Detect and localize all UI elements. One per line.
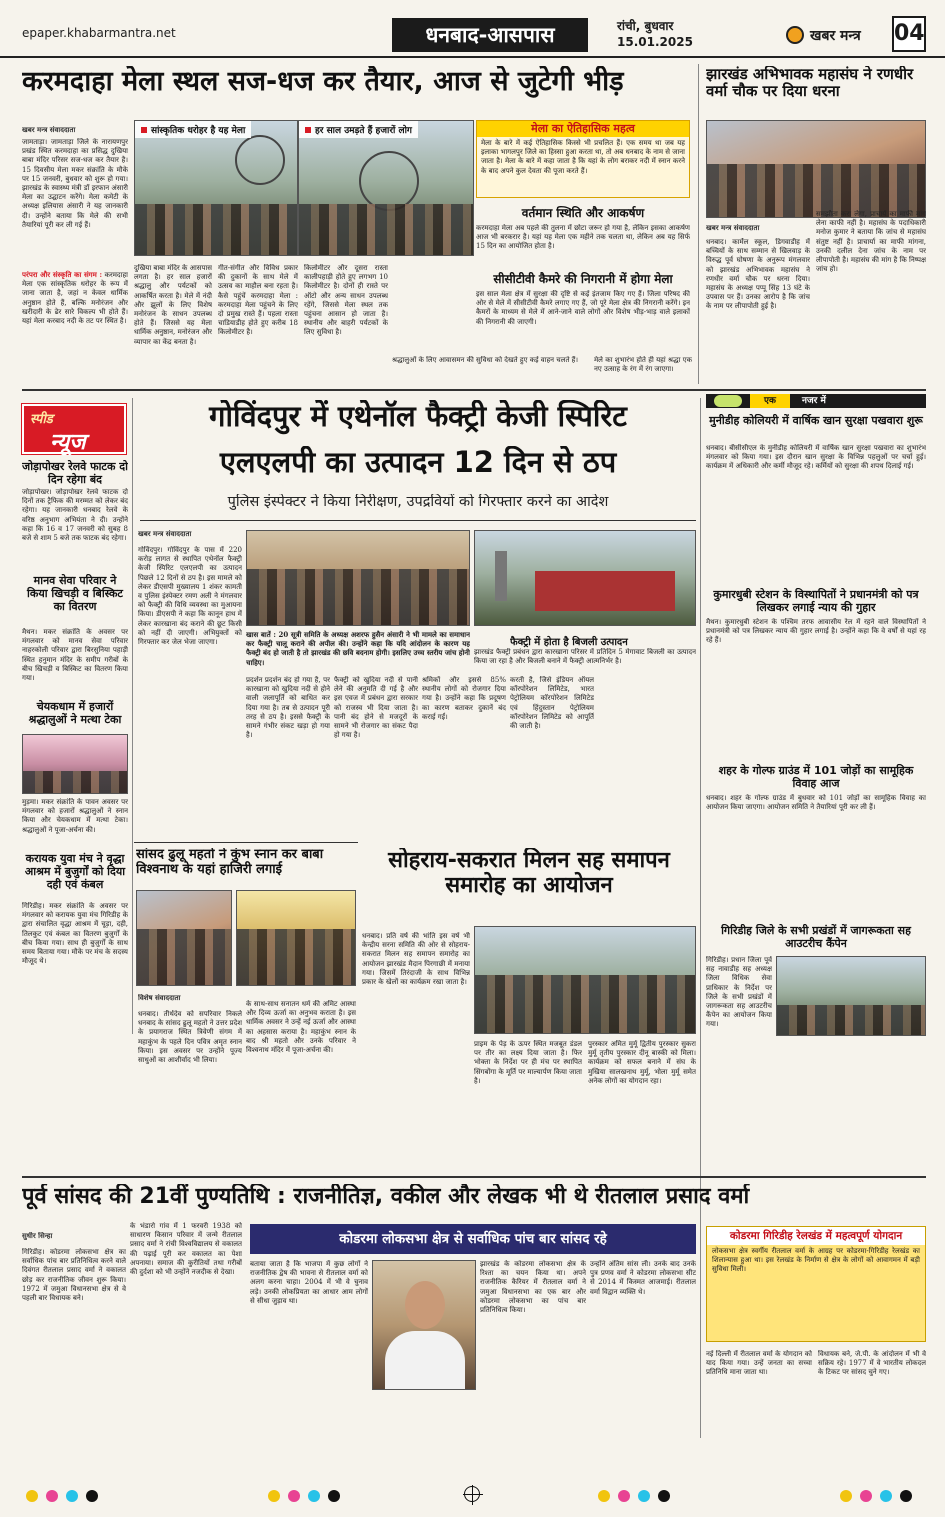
- color-dot: [26, 1490, 38, 1502]
- ferris-wheel-icon: [235, 135, 285, 185]
- color-dot: [638, 1490, 650, 1502]
- leaf-icon: [714, 395, 742, 407]
- top-headline: करमदाहा मेला स्थल सज-धज कर तैयार, आज से जुटेगी भीड़: [22, 66, 624, 97]
- n4-head: गिरिडीह जिले के सभी प्रखंडों में जागरूकता सह आउटरीच कैंपेन: [721, 924, 911, 951]
- gb-col1: गिरिडीह। कोडरमा लोकसभा क्षेत्र का सर्वाधिक पांच बार प्रतिनिधित्व करने वाले दिवंगत रीतलाल प्रसाद वर्मा ने वकालत छोड़ कर राजनीतिक जीवन शुरू किया। 1972 में जमुआ विधानसभा क्षेत्र से वे पहली बार विधायक बने।: [22, 1248, 126, 1303]
- cctv-tail2: मेले का शुभारंभ होते ही यहां श्रद्धा एक नए उत्साह के रंग में रंग जाएगा।: [594, 356, 692, 374]
- bottom-byline: सुधीर सिन्हा: [22, 1232, 53, 1240]
- column-divider: [700, 398, 701, 1438]
- lead-col5: करती है, जिसे इंडियन ऑयल कॉरपोरेशन लिमिटेड, भारत पेट्रोलियम कॉरपोरेशन लिमिटेड एवं हिंदुस्तान पेट्रोलियम कॉरपोरेशन लिमिटेड को आपूर्ति की जाती है।: [510, 676, 594, 731]
- color-dot: [66, 1490, 78, 1502]
- masthead: [0, 0, 945, 58]
- portrait-face-icon: [405, 1281, 445, 1329]
- brief1-head: जोड़ापोखर रेलवे फाटक दो दिन रहेगा बंद: [22, 460, 128, 487]
- brief4-head: करायक युवा मंच ने वृद्धा आश्रम में बुजुर्गों को दिया दही एवं कंबल: [24, 852, 126, 892]
- gb-col4: झारखंड के कोडरमा लोकसभा क्षेत्र के रिश्ता का चयन किया था। अपने राजनीतिक कैरियर में रीतलाल वर्मा ने जमुआ विधानसभा का एक बार और कोडरमा लोकसभा का पांच बार प्रतिनिधित्व किया।: [480, 1260, 586, 1315]
- kgr-box-text: लोकसभा क्षेत्र स्वर्गीय रीतलाल वर्मा के आग्रह पर कोडरमा-गिरिडीह रेलखंड का शिलान्यास हुआ था। इस रेलखंड के निर्माण से क्षेत्र के लोगों को आवागमन में बड़ी सुविधा मिली।: [712, 1247, 920, 1274]
- color-dot: [46, 1490, 58, 1502]
- photo-caption: हर साल उमड़ते हैं हजारों लोग: [299, 121, 418, 138]
- lead-col2: प्रदर्शन प्रदर्शन बंद हो गया है, पर कारखाना को खुदिया नदी से होने वाली जलापूर्ति को बाधित कर दिया गया है। तब से उत्पादन पूरी तरह से ठप है। इससे फैक्ट्री के सामने गंभीर संकट खड़ा हो गया है।: [246, 676, 330, 740]
- cctv-head: सीसीटीवी कैमरे की निगरानी में होगा मेला: [493, 272, 673, 286]
- brand-name: खबर मन्त्र: [810, 27, 861, 44]
- kgr-box: [706, 1226, 926, 1342]
- brief3-photo: [22, 734, 128, 794]
- color-dot: [860, 1490, 872, 1502]
- page-number: 04: [892, 16, 926, 52]
- vartaman-head: वर्तमान स्थिति और आकर्षण: [521, 206, 645, 220]
- brand-mark-icon: [786, 26, 804, 44]
- brief2-text: मैथन। मकर संक्रांति के अवसर पर मंगलवार को मानव सेवा परिवार नाहरकोली परिवार द्वारा बिरसुनिया पहाड़ी स्थित हनुमान मंदिर के समीप गरीबों के बीच खिचड़ी व बिस्किट का वितरण किया गया।: [22, 628, 128, 683]
- portrait-body-icon: [385, 1331, 465, 1390]
- people-band: [247, 569, 469, 625]
- n2-text: मैथन। कुमारधुबी स्टेशन के पश्चिम तरफ आवासीय रेल में रहने वाले विस्थापितों ने प्रधानमंत्री को पत्र लिखकर न्याय की गुहार लगाई है। उन्होंने कहा कि वे वर्षों से यहां रह रहे हैं।: [706, 618, 926, 645]
- color-dot: [900, 1490, 912, 1502]
- color-dot: [880, 1490, 892, 1502]
- section-rule: [22, 389, 926, 391]
- color-dot: [268, 1490, 280, 1502]
- lead-col3: फैक्ट्री को खुदिया नदी से पानी लेने की अनुमति दी गई है और इस एवज में प्रबंधन द्वारा सरकार को राजस्व भी दिया जाता है। पानी बंद होने से मजदूरों के सामने भी रोजगार का संकट पैदा हो गया है।: [334, 676, 418, 740]
- aastha-text: करमदाहा मेला एक सांस्कृतिक धरोहर के रूप में जाना जाता है, जहां न केवल धार्मिक अनुष्ठान होते हैं, बल्कि मनोरंजन और खरीदारी के ढेर सारे विकल्प भी होते हैं। यहां मेला करबाद नदी के तट पर स्थित है।: [22, 271, 128, 326]
- najar-ek: एक: [750, 394, 790, 408]
- speed-news-badge: [22, 404, 126, 454]
- factory-photo-label: फैक्ट्री में होता है बिजली उत्पादन: [510, 637, 628, 648]
- badge-bottom: न्यूज: [50, 430, 86, 455]
- top-body-col2: दुखिया बाबा मंदिर के आसपास लगता है। हर साल हजारों श्रद्धालु और पर्यटकों को आकर्षित करता है। मेले में नंदी और झूलों के लिए विशेष मनोरंजन के साधन उपलब्ध होते हैं। जिससे यह मेला धार्मिक अनुष्ठान, मनोरंजन और व्यापार का केंद्र बनता है।: [134, 264, 212, 346]
- people-band: [23, 771, 127, 793]
- registration-mark-icon: [464, 1486, 480, 1502]
- gb-col6: नई दिल्ली में रीतलाल वर्मा के योगदान को याद किया गया। उन्हें जनता का सच्चा प्रतिनिधि माना जाता था।: [706, 1350, 812, 1377]
- sohray-photo: [474, 926, 696, 1034]
- right-byline: खबर मन्त्र संवाददाता: [706, 224, 760, 232]
- n1-text: धनबाद। बीसीसीएल के मुनीडीह कोलियरी में वार्षिक खान सुरक्षा पखवारा का शुभारंभ मंगलवार को किया गया। इस दौरान खान सुरक्षा के विभिन्न पहलुओं पर चर्चा हुई। कार्यक्रम में अधिकारी और कर्मी मौजूद रहे। कर्मियों को सुरक्षा की शपथ दिलाई गई।: [706, 444, 926, 471]
- saansad-byline: विशेष संवाददाता: [138, 994, 181, 1002]
- mela-history-head: मेला का ऐतिहासिक महत्व: [477, 121, 689, 137]
- top-body-col3: गीत-संगीत और विविध प्रकार की दुकानों के साथ मेले में उत्सव का माहौल बना रहता है। कैसे पहुंचें करमदाहा मेला : करमदाहा मेला पहुंचने के लिए दो प्रमुख रास्ते हैं। पहला रास्ता चाडियाडीह होते हुए करीब 18 किलोमीटर है।: [218, 264, 298, 337]
- top-aastha-box: [22, 270, 128, 378]
- cctv-tail: श्रद्धालुओं के लिए आवासमन की सुविधा को देखते हुए कई वाहन चलते हैं।: [392, 356, 579, 364]
- color-dot: [288, 1490, 300, 1502]
- right-col1: धनबाद। कार्मेल स्कूल, डिगवाडीह में बच्चियों के साथ सम्मान से खिलवाड़ के विरुद्ध पूर्व घोषणा के अनुरूप मंगलवार को झारखंड अभिभावक महासंघ ने रणधीर वर्मा चौक पर धरना दिया। महासंघ के अध्यक्ष पप्पू सिंह 13 घंटे के उपवास पर हैं। उनका आरोप है कि जांच के नाम पर लीपापोती हुई है।: [706, 238, 810, 311]
- lead-headline-line1: गोविंदपुर में एथेनॉल फैक्ट्री केजी स्पिरिट: [209, 400, 627, 433]
- city-day: रांची, बुधवार: [617, 19, 674, 33]
- kodarma-banner: कोडरमा लोकसभा क्षेत्र से सर्वाधिक पांच बार सांसद रहे: [250, 1224, 696, 1254]
- sohray-col3: पुरस्कार अमित मुर्मू द्वितीय पुरस्कार सुकरा मुर्मू तृतीय पुरस्कार दीनू बास्की को मिला। कार्यक्रम को सफल बनाने में संघ के मुखिया सालखनाथ मुर्मू, भोला मुर्मू समेत अनेक लोगों का योगदान रहा।: [588, 1040, 696, 1085]
- epaper-url[interactable]: epaper.khabarmantra.net: [22, 26, 176, 40]
- color-dot: [618, 1490, 630, 1502]
- saansad-col1: धनबाद। तीर्थदेव को सपरिवार निकले धनबाद के सांसद ढुलू महतो ने उत्तर प्रदेश के प्रयागराज स्थित त्रिवेणी संगम में महाकुंभ के पहले दिन पवित्र अमृत स्नान किया। इस अवसर पर उन्होंने पूज्य साधुओं का आशीर्वाद भी लिया।: [138, 1010, 242, 1065]
- crowd-band: [135, 204, 297, 255]
- brief3-text: मुड़मा। मकर संक्रांति के पावन अवसर पर मंगलवार को हजारों श्रद्धालुओं ने स्नान किया और चेयकधाम में मत्था टेका। श्रद्धालुओं ने पूजा-अर्चना की।: [22, 798, 128, 834]
- n3-head: शहर के गोल्फ ग्राउंड में 101 जोड़ों का सामूहिक विवाह आज: [718, 764, 914, 791]
- top-body-col1: जामताड़ा। जामताड़ा जिले के नारायणपुर प्रखंड स्थित करमदाहा का प्रसिद्ध दुखिया बाबा मंदिर परिसर सज-धज कर तैयार है। 15 दिवसीय मेला मकर संक्रांति के मौके पर 15 जनवरी, बुधवार को शुरू हो गया। झारखंड के स्वास्थ्य मंत्री डॉ इरफान अंसारी मेला का उद्घाटन करेंगे। मेला कमेटी के अध्यक्ष इलियास अंसारी ने यह जानकारी दी। उन्होंने बताया कि मेले की सभी तैयारियां पूरी कर ली गई हैं।: [22, 138, 128, 229]
- gb-col5: उन्होंने अंतिम सांस ली। उनके बाद उनके पुत्र प्रणव वर्मा ने कोडरमा लोकसभा सीट से 2014 में किस्मत आजमाई। रीतलाल वर्मा विद्वान व्यक्ति थे।: [590, 1260, 696, 1296]
- dharna-photo: [706, 120, 926, 218]
- lead-headline-line2: एलएलपी का उत्पादन 12 दिन से ठप: [219, 446, 617, 479]
- lead-photo-inspection: [246, 530, 470, 626]
- lead-byline: खबर मन्त्र संवाददाता: [138, 530, 192, 538]
- people-band: [237, 929, 355, 985]
- lead-rule: [140, 520, 696, 521]
- dateline: [617, 18, 693, 50]
- color-dot: [328, 1490, 340, 1502]
- saansad-head: सांसद ढुलू महतो ने कुंभ स्नान कर बाबा विश्वनाथ के यहां हाजिरी लगाई: [136, 848, 324, 877]
- brand-logo: [786, 22, 861, 48]
- crowd-band: [299, 204, 473, 255]
- n3-text: धनबाद। शहर के गोल्फ ग्राउंड में बुधवार को 101 जोड़ों का सामूहिक विवाह का आयोजन किया जाएगा। आयोजन समिति ने तैयारियां पूरी कर ली हैं।: [706, 794, 926, 812]
- color-dot: [658, 1490, 670, 1502]
- factory-building-icon: [535, 571, 675, 611]
- lead-col1: गोविंदपुर। गोविंदपुर के पास में 220 करोड़ लागत से स्थापित एथेनॉल फैक्ट्री केजी स्पिरिट एलएलपी का उत्पादन पिछले 12 दिनों से ठप है। इस मामले को लेकर डीएसपी मुख्यालय 1 शंकर कामती व पुलिस इंस्पेक्टर रमण अली ने मंगलवार को फैक्ट्री की विधि व्यवस्था का मुआयना किया। डीएसपी ने कहा कि कानून हाथ में लेकर कारखाना बंद कराने की छूट किसी को नहीं दी जाएगी। अभियुक्तों को गिरफ्तार कर जेल भेजा जाएगा।: [138, 546, 242, 647]
- sohray-col2: प्राइम के पेड़ के ऊपर स्थित मजबूत डंडल पर तीर का लक्ष्य दिया जाता है। फिर भोक्ता के निर्देश पर ही मंच पर स्थापित सिंगबोंगा के मूर्ति पर माल्यार्पण किया जाता है।: [474, 1040, 582, 1085]
- bottom-headline: पूर्व सांसद की 21वीं पुण्यतिथि : राजनीतिज्ञ, वकील और लेखक भी थे रीतलाल प्रसाद वर्मा: [22, 1184, 750, 1209]
- section-rule: [22, 1176, 926, 1178]
- people-band: [777, 1005, 925, 1035]
- section-title: धनबाद-आसपास: [392, 18, 588, 52]
- n4-text: गिरिडीह। प्रधान जिला पूर्व सह नावाडीह सह अध्यक्ष जिला विधिक सेवा प्राधिकार के निर्देश पर जिले के सभी प्रखंडों में जागरूकता सह आउटरीच कैंपेन का आयोजन किया गया।: [706, 956, 772, 1029]
- brief4-text: गिरिडीह। मकर संक्रांति के अवसर पर मंगलवार को करायक युवा मंच गिरिडीह के द्वारा संचालित वृद्धा आश्रम में चूड़ा, दही, तिलकुट एवं कंबल का वितरण बुजुर्गों के बीच किया गया। साथ ही बुजुर्गों के साथ समय बिताया गया। मौके पर मंच के सदस्य मौजूद थे।: [22, 902, 128, 966]
- issue-date: 15.01.2025: [617, 35, 693, 49]
- top-byline: खबर मन्त्र संवाददाता: [22, 126, 76, 134]
- story-rule: [134, 842, 358, 843]
- column-divider: [132, 398, 133, 1034]
- lead-subhead: पुलिस इंस्पेक्टर ने किया निरीक्षण, उपद्रवियों को गिरफ्तार करने का आदेश: [227, 494, 609, 510]
- badge-top: स्पीड: [30, 412, 53, 427]
- ek-najar-bar: [706, 394, 926, 408]
- ferris-wheel-icon: [359, 151, 419, 211]
- gb-col2: के भंडारो गांव में 1 फरवरी 1938 को साधारण किसान परिवार में जन्मे रीतलाल प्रसाद वर्मा ने रांची विश्वविद्यालय से वकालत की पढ़ाई पूरी कर वकालत का पेशा अपनाया। समाज की कुरीतियों तथा गरीबों की दुर्दशा को भी उन्होंने नजदीक से देखा।: [130, 1222, 242, 1277]
- n1-head: मुनीडीह कोलियरी में वार्षिक खान सुरक्षा पखवारा शुरू: [709, 414, 923, 427]
- n2-head: कुमारधुबी स्टेशन के विस्थापितों ने प्रधानमंत्री को पत्र लिखकर लगाई न्याय की गुहार: [713, 588, 919, 615]
- color-dot: [598, 1490, 610, 1502]
- mela-photo-1: [134, 120, 298, 256]
- column-divider: [698, 64, 699, 384]
- photo-caption: सांस्कृतिक धरोहर है यह मेला: [135, 121, 251, 138]
- kgr-box-head: कोडरमा गिरिडीह रेलखंड में महत्वपूर्ण योगदान: [707, 1227, 925, 1245]
- people-band: [137, 929, 231, 985]
- gb-col3: बताया जाता है कि भाजपा में कुछ लोगों ने राजनीतिक द्वेष की भावना से रीतलाल वर्मा को अलग करना चाहा। 2004 में भी वे चुनाव लड़े। उनकी लोकप्रियता का आधार आम लोगों से सीधा जुड़ाव था।: [250, 1260, 368, 1305]
- brief3-head: चेयकधाम में हजारों श्रद्धालुओं ने मत्था टेका: [28, 700, 122, 727]
- right-headline: झारखंड अभिभावक महासंघ ने रणधीर वर्मा चौक पर दिया धरना: [706, 66, 914, 101]
- sohray-col1: धनबाद। प्रति वर्ष की भांति इस वर्ष भी केन्द्रीय सरना समिति की ओर से सोहराय-सकरात मिलन सह समापन समारोह का आयोजन झारखंड मैदान पिरगाछी में मनाया गया। जिसमें तिरंदाजी के साथ विभिन्न प्रकार के खेलों का कार्यक्रम रखा जाता है।: [362, 932, 470, 987]
- color-dot: [840, 1490, 852, 1502]
- chimney-icon: [495, 551, 507, 601]
- lead-photo-factory: [474, 530, 696, 626]
- brief1-text: जोड़ापोखर। जोड़ापोखर रेलवे फाटक दो दिनों तक ट्रैफिक की मरम्मत को लेकर बंद रहेगा। यह जानकारी धनबाद रेलवे के वरिष्ठ अनुभाग अभियंता ने दी। उन्होंने कहा कि 16 व 17 जनवरी को सुबह 8 बजे से शाम 5 बजे तक फाटक बंद रहेगा।: [22, 488, 128, 543]
- saansad-col2: के साथ-साथ सनातन धर्म की अमिट आस्था और दिव्य ऊर्जा का अनुभव कराता है। इस धार्मिक अवसर ने उन्हें नई ऊर्जा और आस्था का अहसास कराया है। महाकुंभ स्नान के बाद श्री महतो और उनके परिवार ने विश्वनाथ मंदिर में पूजा-अर्चना की।: [246, 1000, 356, 1055]
- vartaman-text: करमदाहा मेला अब पहले की तुलना में छोटा जरूर हो गया है, लेकिन इसका आकर्षण आज भी बरकरार है। यहां यह मेला एक महीने तक चलता था, लेकिन अब यह सिर्फ 15 दिन का आयोजित होता है।: [476, 224, 690, 251]
- top-body-col4: किलोमीटर और दूसरा रास्ता कालीपहाड़ी होते हुए लगभग 10 किलोमीटर है। दोनों ही रास्ते पर ऑटो और अन्य साधन उपलब्ध रहेंगे, जिससे मेला स्थल तक पहुंचना आसान हो जाता है। स्थानीय और बाहरी पर्यटकों के लिए सुविधा है।: [304, 264, 388, 337]
- brief2-head: मानव सेवा परिवार ने किया खिचड़ी व बिस्किट का वितरण: [27, 574, 123, 614]
- ritlal-portrait: [372, 1260, 476, 1390]
- cctv-text: इस साल मेला क्षेत्र में सुरक्षा की दृष्टि से कई इंतजाम किए गए हैं। जिला परिषद की ओर से मेले में सीसीटीवी कैमरे लगाए गए हैं, जो पूरे मेला क्षेत्र की निगरानी करेंगे। इन कैमरों के माध्यम से मेले में आने-जाने वाले लोगों और विशेष भीड़-भाड़ वाले इलाकों की निगरानी की जाएगी।: [476, 290, 690, 326]
- lead-caption: खास बातें : 20 सूत्री समिति के अध्यक्ष अशरफ हुसैन अंसारी ने भी मामले का समाधान कर फैक्ट्री चालू कराने की अपील की। उन्होंने कहा कि यदि आंदोलन के कारण यह फैक्ट्री बंद हो जाती है तो झारखंड की छवि बदनाम होगी। इसलिए उच्च स्तरीय जांच होनी चाहिए।: [246, 630, 470, 667]
- gb-col7: विधायक बने, जे.पी. के आंदोलन में भी वे सक्रिय रहे। 1977 में वे भारतीय लोकदल के टिकट पर सांसद चुने गए।: [818, 1350, 926, 1377]
- color-dot: [308, 1490, 320, 1502]
- mela-photo-2: [298, 120, 474, 256]
- right-col2: समझौता करा लेगा, प्राचार्य का माफी मांग लेना काफी नहीं है। महासंघ के पदाधिकारी मनोज कुमार ने बताया कि जांच से महासंघ संतुष्ट नहीं है। प्राचार्या का माफी मांगना, उनकी दलील देना जांच के नाम पर लीपापोती है। महासंघ की मांग है कि निष्पक्ष जांच हो।: [816, 210, 926, 274]
- mela-history-box: [476, 120, 690, 198]
- saansad-photo-2: [236, 890, 356, 986]
- aastha-head: परंपरा और संस्कृति का संगम :: [22, 270, 103, 279]
- factory-photo-text: झारखंड फैक्ट्री प्रबंधन द्वारा कारखाना परिसर में प्रतिदिन 5 मेगावाट बिजली का उत्पादन किया जा रहा है और बिजली बनाने में फैक्ट्री आत्मनिर्भर है।: [474, 648, 696, 666]
- saansad-photo-1: [136, 890, 232, 986]
- lead-col4: श्रमिकों और इससे 85% स्थानीय लोगों को रोजगार दिया गया है। उन्होंने कहा कि प्रदूषण का कारण बताकर दुकानें बंद कराई गईं।: [422, 676, 506, 721]
- n4-photo: [776, 956, 926, 1036]
- sohray-head: सोहराय-सकरात मिलन सह समापन समारोह का आयोजन: [388, 848, 670, 899]
- color-dot: [86, 1490, 98, 1502]
- najar-title: नजर में: [802, 396, 826, 406]
- people-band: [475, 975, 695, 1033]
- mela-history-text: मेला के बारे में कई ऐतिहासिक किस्से भी प्रचलित हैं। एक समय था जब यह इलाका भागलपुर जिले का हिस्सा हुआ करता था, तो अब धनबाद के नाम से जाना जाता है। मेला के बारे में कहा जाता है कि यहां के लोग बराकर नदी में स्नान करने के बाद अपने कुल देवता की पूजा करते हैं।: [481, 139, 685, 175]
